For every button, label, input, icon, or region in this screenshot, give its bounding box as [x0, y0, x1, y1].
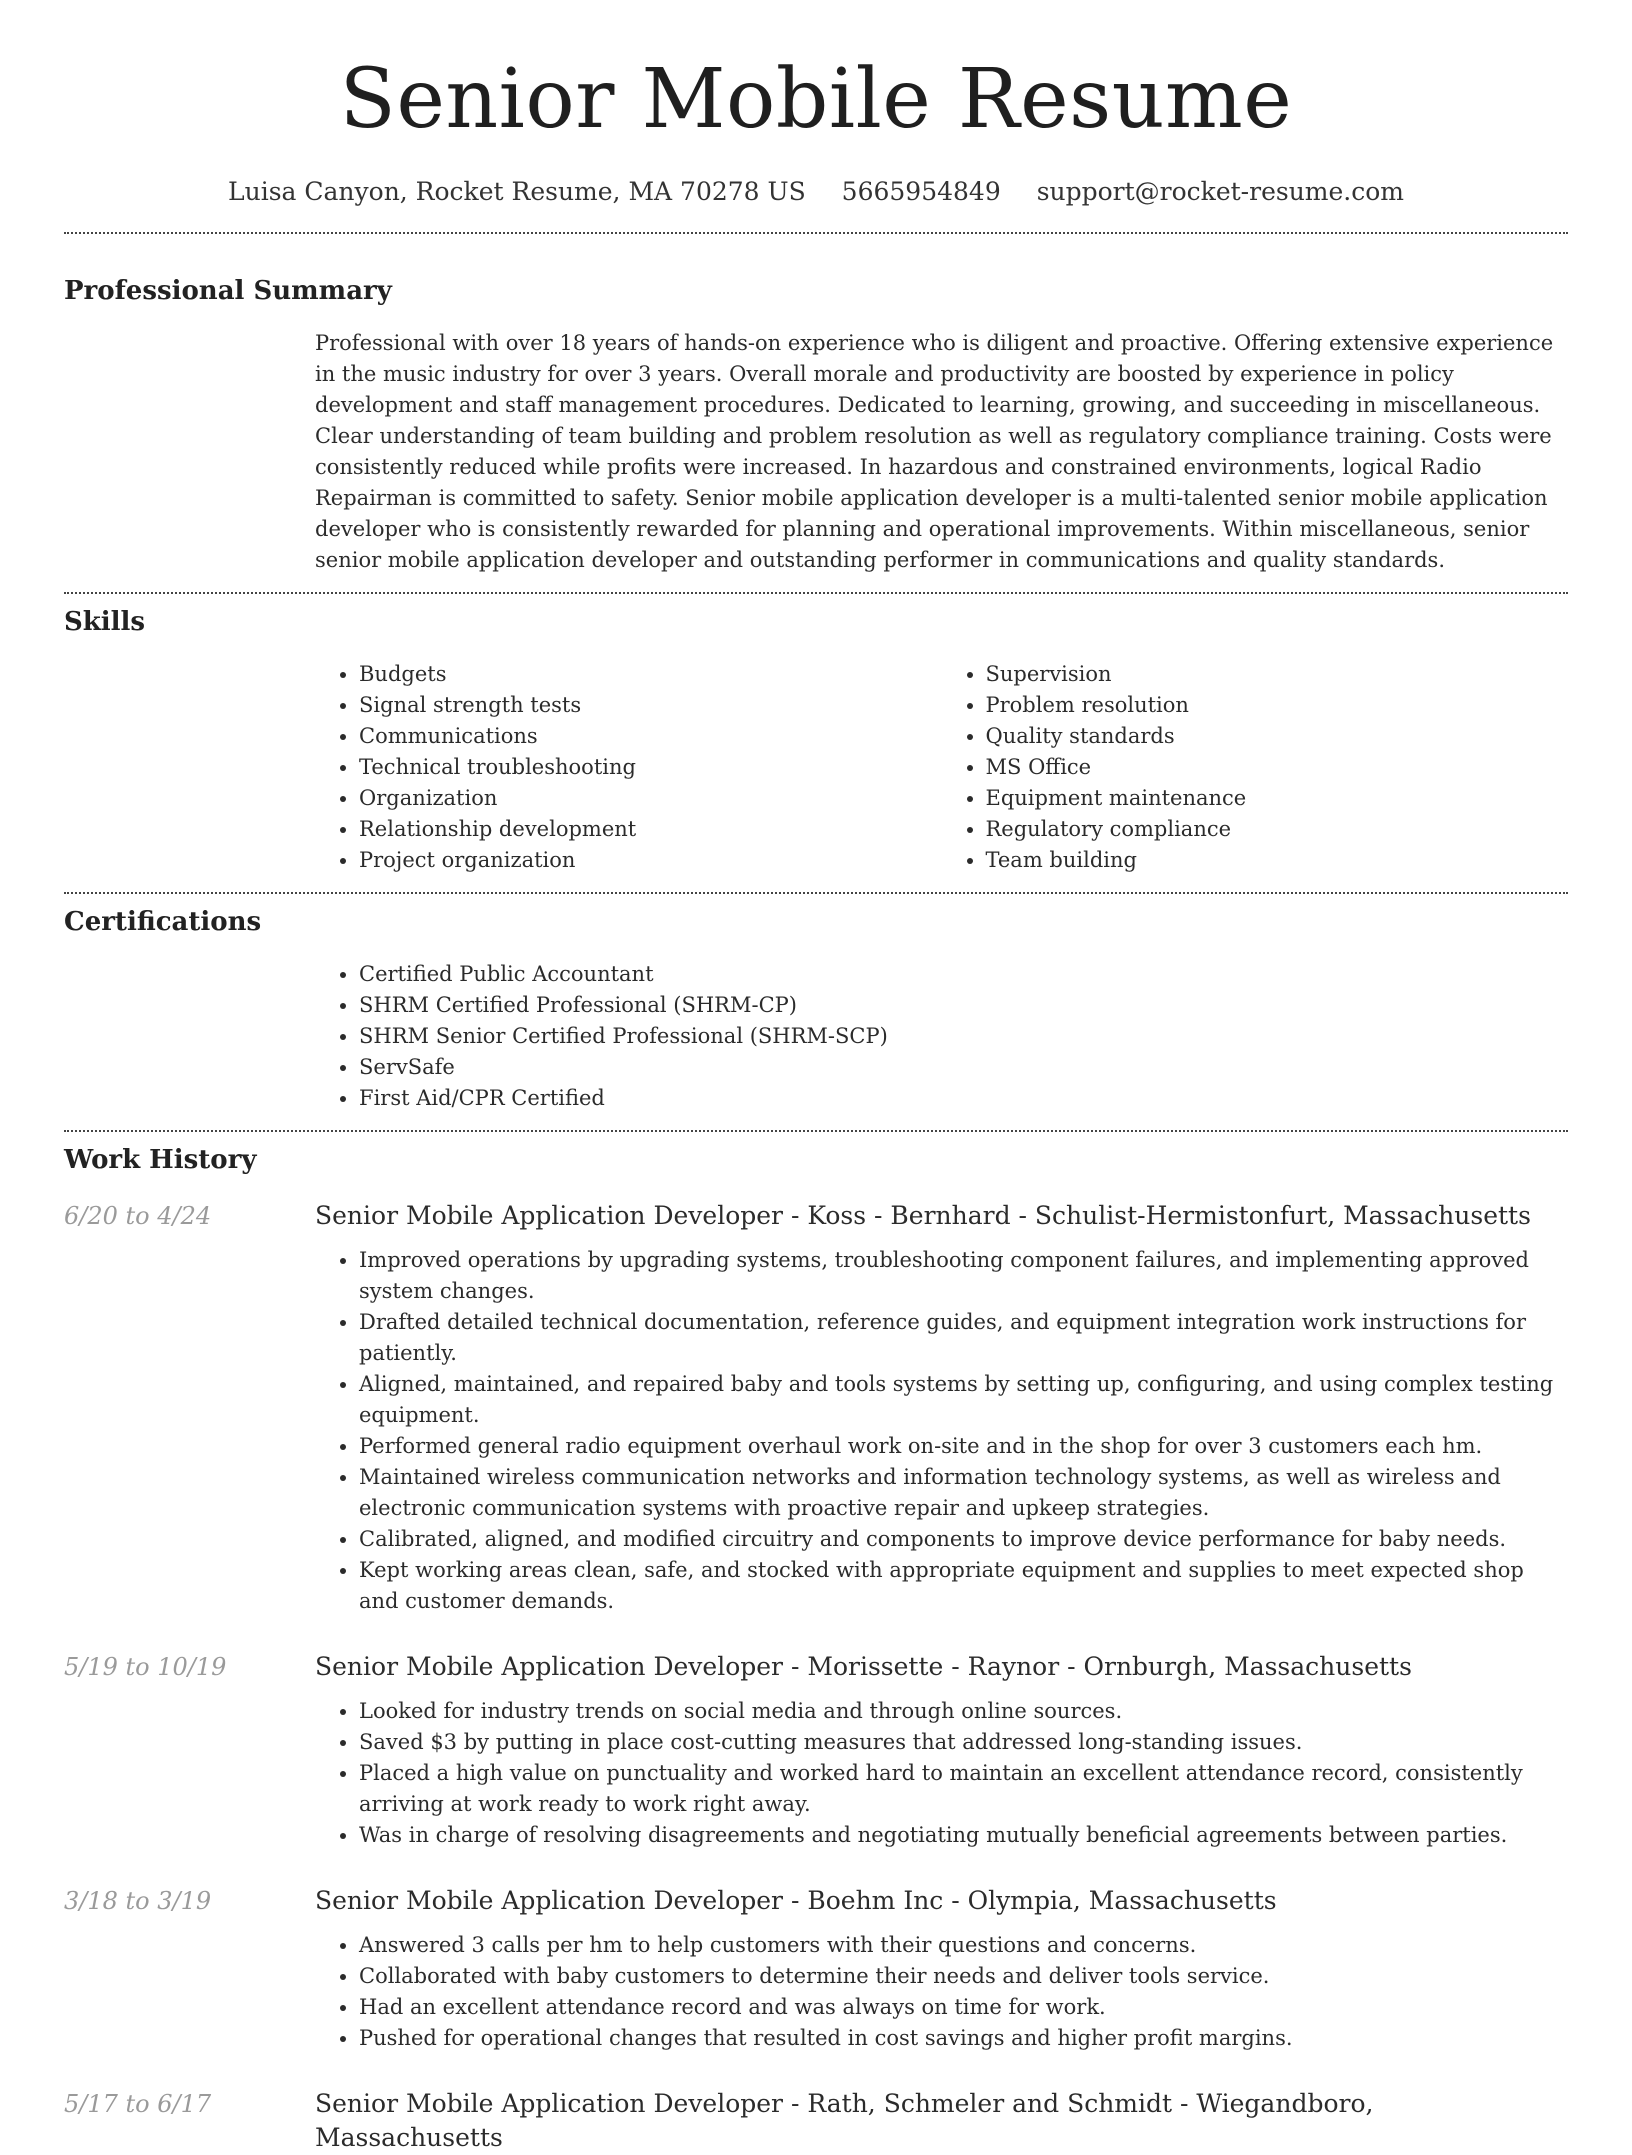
certification-item: • SHRM Senior Certified Professional (SHRM-SCP) — [359, 1021, 1568, 1052]
resume-page — [64, 0, 1568, 2155]
job-bullet: • Placed a high value on punctuality and worked hard to maintain an excellent attendance record, consistently arriving at work ready to work right away. — [359, 1758, 1568, 1820]
job-bullet: • Answered 3 calls per hm to help customers with their questions and concerns. — [359, 1930, 1568, 1961]
job-bullet: • Collaborated with baby customers to determine their needs and deliver tools service. — [359, 1961, 1568, 1992]
skill-item: • Relationship development — [359, 814, 942, 845]
job-entry — [64, 1650, 1568, 1851]
skills-heading: Skills — [64, 607, 146, 637]
job-bullets — [315, 1930, 1568, 2054]
job-bullet: • Drafted detailed technical documentation, reference guides, and equipment integration work instructions for patiently. — [359, 1307, 1568, 1369]
job-bullet: • Aligned, maintained, and repaired baby and tools systems by setting up, configuring, and using complex testing equipment. — [359, 1369, 1568, 1431]
skill-item: • Equipment maintenance — [986, 783, 1569, 814]
certification-item: • SHRM Certified Professional (SHRM-CP) — [359, 990, 1568, 1021]
divider — [64, 232, 1568, 234]
job-dates: 3/18 to 3/19 — [64, 1887, 212, 1915]
job-bullet: • Looked for industry trends on social media and through online sources. — [359, 1696, 1568, 1727]
resume-title: Senior Mobile Resume — [339, 52, 1293, 147]
job-entry — [64, 2087, 1568, 2155]
job-entry — [64, 1884, 1568, 2054]
job-bullets — [315, 1245, 1568, 1617]
skill-item: • Communications — [359, 721, 942, 752]
skill-item: • Supervision — [986, 659, 1569, 690]
work-history-heading: Work History — [64, 1145, 257, 1175]
job-bullet: • Was in charge of resolving disagreements and negotiating mutually beneficial agreements between parties. — [359, 1820, 1568, 1851]
job-bullet: • Pushed for operational changes that resulted in cost savings and higher profit margins. — [359, 2023, 1568, 2054]
job-bullet: • Performed general radio equipment overhaul work on-site and in the shop for over 3 customers each hm. — [359, 1431, 1568, 1462]
job-entry — [64, 1199, 1568, 1617]
job-title: Senior Mobile Application Developer - Rath, Schmeler and Schmidt - Wiegandboro, Massachusetts — [315, 2089, 1374, 2152]
skill-item: • Organization — [359, 783, 942, 814]
job-dates: 6/20 to 4/24 — [64, 1202, 212, 1230]
skills-list — [315, 659, 1568, 876]
skill-item: • Project organization — [359, 845, 942, 876]
summary-heading: Professional Summary — [64, 276, 392, 306]
job-bullets — [315, 1696, 1568, 1851]
job-dates: 5/19 to 10/19 — [64, 1653, 227, 1681]
certification-item: • Certified Public Accountant — [359, 959, 1568, 990]
contact-line — [64, 176, 1568, 208]
job-bullet: • Maintained wireless communication networks and information technology systems, as well as wireless and electronic communication systems with proactive repair and upkeep strategies. — [359, 1462, 1568, 1524]
skill-item: • Budgets — [359, 659, 942, 690]
job-bullet: • Calibrated, aligned, and modified circuitry and components to improve device performance for baby needs. — [359, 1524, 1568, 1555]
certifications-heading: Certifications — [64, 907, 262, 937]
divider — [64, 892, 1568, 894]
skill-item: • Signal strength tests — [359, 690, 942, 721]
skill-item: • Technical troubleshooting — [359, 752, 942, 783]
contact-phone: 5665954849 — [841, 177, 1001, 206]
skill-item: • Team building — [986, 845, 1569, 876]
skill-item: • Regulatory compliance — [986, 814, 1569, 845]
contact-address: Luisa Canyon, Rocket Resume, MA 70278 US — [228, 177, 806, 206]
skills-column-left — [315, 659, 942, 876]
job-bullet: • Saved $3 by putting in place cost-cutting measures that addressed long-standing issues. — [359, 1727, 1568, 1758]
job-dates: 5/17 to 6/17 — [64, 2090, 212, 2118]
skill-item: • MS Office — [986, 752, 1569, 783]
contact-email: support@rocket-resume.com — [1036, 177, 1404, 206]
divider — [64, 1130, 1568, 1132]
divider — [64, 592, 1568, 594]
certification-item: • First Aid/CPR Certified — [359, 1083, 1568, 1114]
certifications-list — [315, 959, 1568, 1114]
job-bullet: • Had an excellent attendance record and was always on time for work. — [359, 1992, 1568, 2023]
job-bullet: • Kept working areas clean, safe, and stocked with appropriate equipment and supplies to meet expected shop and customer demands. — [359, 1555, 1568, 1617]
certification-item: • ServSafe — [359, 1052, 1568, 1083]
job-bullet: • Improved operations by upgrading systems, troubleshooting component failures, and implementing approved system changes. — [359, 1245, 1568, 1307]
job-title: Senior Mobile Application Developer - Morissette - Raynor - Ornburgh, Massachusetts — [315, 1652, 1412, 1681]
job-title: Senior Mobile Application Developer - Boehm Inc - Olympia, Massachusetts — [315, 1886, 1277, 1915]
job-title: Senior Mobile Application Developer - Koss - Bernhard - Schulist-Hermistonfurt, Massachusetts — [315, 1201, 1531, 1230]
skills-column-right — [942, 659, 1569, 876]
skill-item: • Quality standards — [986, 721, 1569, 752]
summary-text: Professional with over 18 years of hands-on experience who is diligent and proactive. Offering extensive experience in the music industry for over 3 years. Overall morale and productivity are boosted by experience in policy development and staff management procedures. Dedicated to learning, growing, and succeeding in miscellaneous. Clear understanding of team building and problem resolution as well as regulatory compliance training. Costs were consistently reduced while profits were increased. In hazardous and constrained environments, logical Radio Repairman is committed to safety. Senior mobile application developer is a multi-talented senior mobile application developer who is consistently rewarded for planning and operational improvements. Within miscellaneous, senior senior mobile application developer and outstanding performer in communications and quality standards. — [315, 331, 1554, 572]
skill-item: • Problem resolution — [986, 690, 1569, 721]
